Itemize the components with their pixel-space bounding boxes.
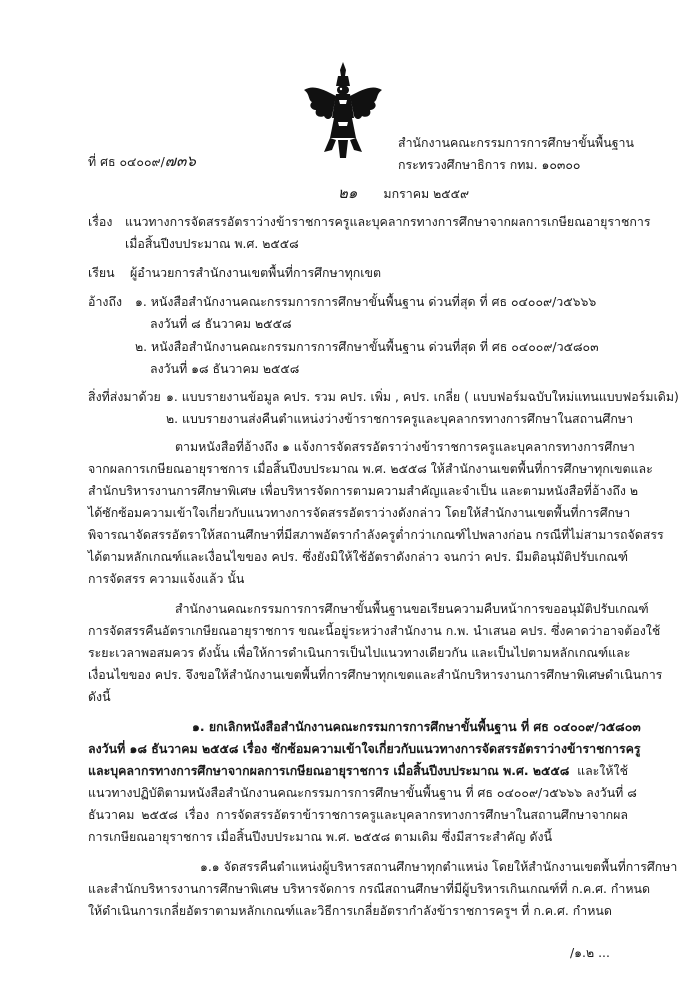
page-continuation: /๑.๒ ... xyxy=(570,945,610,960)
body-paragraph-line: ดังนี้ xyxy=(88,689,111,704)
body-paragraph-line: แนวทางปฏิบัติตามหนังสือสำนักงานคณะกรรมการการศึกษาขั้นพื้นฐาน ที่ ศธ ๐๔๐๐๙/ว๕๖๖๖ ลงวันที่ ๘ xyxy=(88,785,637,800)
bold-paragraph-line: ลงวันที่ ๑๘ ธันวาคม ๒๕๕๘ เรื่อง ซักซ้อมความเข้าใจเกี่ยวกับแนวทางการจัดสรรอัตราว่างข้าราชการครู xyxy=(88,741,641,756)
garuda-emblem-icon xyxy=(302,60,384,160)
bold-paragraph-line: ๑. ยกเลิกหนังสือสำนักงานคณะกรรมการการศึกษาขั้นพื้นฐาน ที่ ศธ ๐๔๐๐๙/ว๕๘๐๓ xyxy=(192,719,641,734)
body-paragraph-line: ตามหนังสือที่อ้างถึง ๑ แจ้งการจัดสรรอัตราว่างข้าราชการครูและบุคลากรทางการศึกษา xyxy=(175,439,635,454)
body-paragraph-line: และสำนักบริหารงานการศึกษาพิเศษ บริหารจัดการ กรณีสถานศึกษาที่มีผู้บริหารเกินเกณฑ์ที่ ก.ค.ศ. กำหนด xyxy=(88,881,651,896)
reference-item: ๑. หนังสือสำนักงานคณะกรรมการการศึกษาขั้นพื้นฐาน ด่วนที่สุด ที่ ศธ ๐๔๐๐๙/ว๕๖๖๖ xyxy=(135,294,597,309)
recipient-label: เรียน xyxy=(88,265,115,280)
enclosures-label: สิ่งที่ส่งมาด้วย xyxy=(88,389,161,404)
body-paragraph-line: ธันวาคม ๒๕๕๘ เรื่อง การจัดสรรอัตราข้าราชการครูและบุคลากรทางการศึกษาในสถานศึกษาจากผล xyxy=(88,807,628,822)
body-paragraph-line: การจัดสรร ความแจ้งแล้ว นั้น xyxy=(88,571,245,586)
body-paragraph-line: การเกษียณอายุราชการ เมื่อสิ้นปีงบประมาณ พ.ศ. ๒๕๕๘ ตามเดิม ซึ่งมีสาระสำคัญ ดังนี้ xyxy=(88,829,553,844)
document-number: ที่ ศธ ๐๔๐๐๙/๗๓๖ xyxy=(88,152,196,170)
reference-item-date: ลงวันที่ ๑๘ ธันวาคม ๒๕๕๘ xyxy=(150,361,300,376)
enclosure-item: ๒. แบบรายงานส่งคืนตำแหน่งว่างข้าราชการครูและบุคลากรทางการศึกษาในสถานศึกษา xyxy=(166,411,634,426)
enclosure-item: ๑. แบบรายงานข้อมูล คปร. รวม คปร. เพิ่ม , คปร. เกลี่ย ( แบบฟอร์มฉบับใหม่แทนแบบฟอร์มเดิม) xyxy=(166,389,679,404)
subject-line: แนวทางการจัดสรรอัตราว่างข้าราชการครูและบุคลากรทางการศึกษาจากผลการเกษียณอายุราชการ xyxy=(125,214,651,229)
body-paragraph-line: ได้ตามหลักเกณฑ์และเงื่อนไขของ คปร. ซึ่งยังมิให้ใช้อัตราดังกล่าว จนกว่า คปร. มีมติอนุมัติปรับเกณฑ์ xyxy=(88,549,628,564)
body-paragraph-line: สำนักบริหารงานการศึกษาพิเศษ เพื่อบริหารจัดการตามความสำคัญและจำเป็น และตามหนังสือที่อ้างถึง ๒ xyxy=(88,483,639,498)
subject-label: เรื่อง xyxy=(88,214,113,229)
handwritten-document-number: ๗๓๖ xyxy=(164,152,196,170)
body-paragraph-line: ได้ซักซ้อมความเข้าใจเกี่ยวกับแนวทางการจัดสรรอัตราว่างดังกล่าว โดยให้สำนักงานเขตพื้นที่การศึกษา xyxy=(88,505,631,520)
body-paragraph-line: จากผลการเกษียณอายุราชการ เมื่อสิ้นปีงบประมาณ พ.ศ. ๒๕๕๘ ให้สำนักงานเขตพื้นที่การศึกษาทุกเขตและ xyxy=(88,461,653,476)
body-paragraph-line: พิจารณาจัดสรรอัตราให้สถานศึกษาที่มีสภาพอัตรากำลังครูต่ำกว่าเกณฑ์ไปพลางก่อน กรณีที่ไม่สามารถจัดสรร xyxy=(88,527,664,542)
body-paragraph-line: เงื่อนไขของ คปร. จึงขอให้สำนักงานเขตพื้นที่การศึกษาทุกเขตและสำนักบริหารงานการศึกษาพิเศษดำเนินการ xyxy=(88,667,663,682)
references-label: อ้างถึง xyxy=(88,294,123,309)
body-paragraph-line: ระยะเวลาพอสมควร ดังนั้น เพื่อให้การดำเนินการเป็นไปแนวทางเดียวกัน และเป็นไปตามหลักเกณฑ์และ xyxy=(88,645,631,660)
body-paragraph-line: ให้ดำเนินการเกลี่ยอัตราตามหลักเกณฑ์และวิธีการเกลี่ยอัตรากำลังข้าราชการครูฯ ที่ ก.ค.ศ. กำหนด xyxy=(88,903,612,918)
recipient-text: ผู้อำนวยการสำนักงานเขตพื้นที่การศึกษาทุกเขต xyxy=(130,265,382,280)
agency-name: สำนักงานคณะกรรมการการศึกษาขั้นพื้นฐาน xyxy=(398,135,634,150)
body-paragraph-line: ๑.๑ จัดสรรคืนตำแหน่งผู้บริหารสถานศึกษาทุกตำแหน่ง โดยให้สำนักงานเขตพื้นที่การศึกษา xyxy=(200,859,678,874)
body-paragraph-line: การจัดสรรคืนอัตราเกษียณอายุราชการ ขณะนี้อยู่ระหว่างสำนักงาน ก.พ. นำเสนอ คปร. ซึ่งคาดว่าอาจต้องใช้ xyxy=(88,623,661,638)
body-paragraph-line: สำนักงานคณะกรรมการการศึกษาขั้นพื้นฐานขอเรียนความคืบหน้าการขออนุมัติปรับเกณฑ์ xyxy=(175,601,649,616)
mixed-paragraph-line: และบุคลากรทางการศึกษาจากผลการเกษียณอายุราชการ เมื่อสิ้นปีงบประมาณ พ.ศ. ๒๕๕๘ และให้ใช้ xyxy=(88,763,628,778)
document-date: ๒๑ มกราคม ๒๕๕๙ xyxy=(338,184,470,202)
agency-address: กระทรวงศึกษาธิการ กทม. ๑๐๓๐๐ xyxy=(398,157,581,172)
reference-item-date: ลงวันที่ ๘ ธันวาคม ๒๕๕๘ xyxy=(150,316,292,331)
handwritten-date-day: ๒๑ xyxy=(338,184,358,202)
reference-item: ๒. หนังสือสำนักงานคณะกรรมการการศึกษาขั้นพื้นฐาน ด่วนที่สุด ที่ ศธ ๐๔๐๐๙/ว๕๘๐๓ xyxy=(135,339,599,354)
subject-line: เมื่อสิ้นปีงบประมาณ พ.ศ. ๒๕๕๘ xyxy=(125,236,299,251)
